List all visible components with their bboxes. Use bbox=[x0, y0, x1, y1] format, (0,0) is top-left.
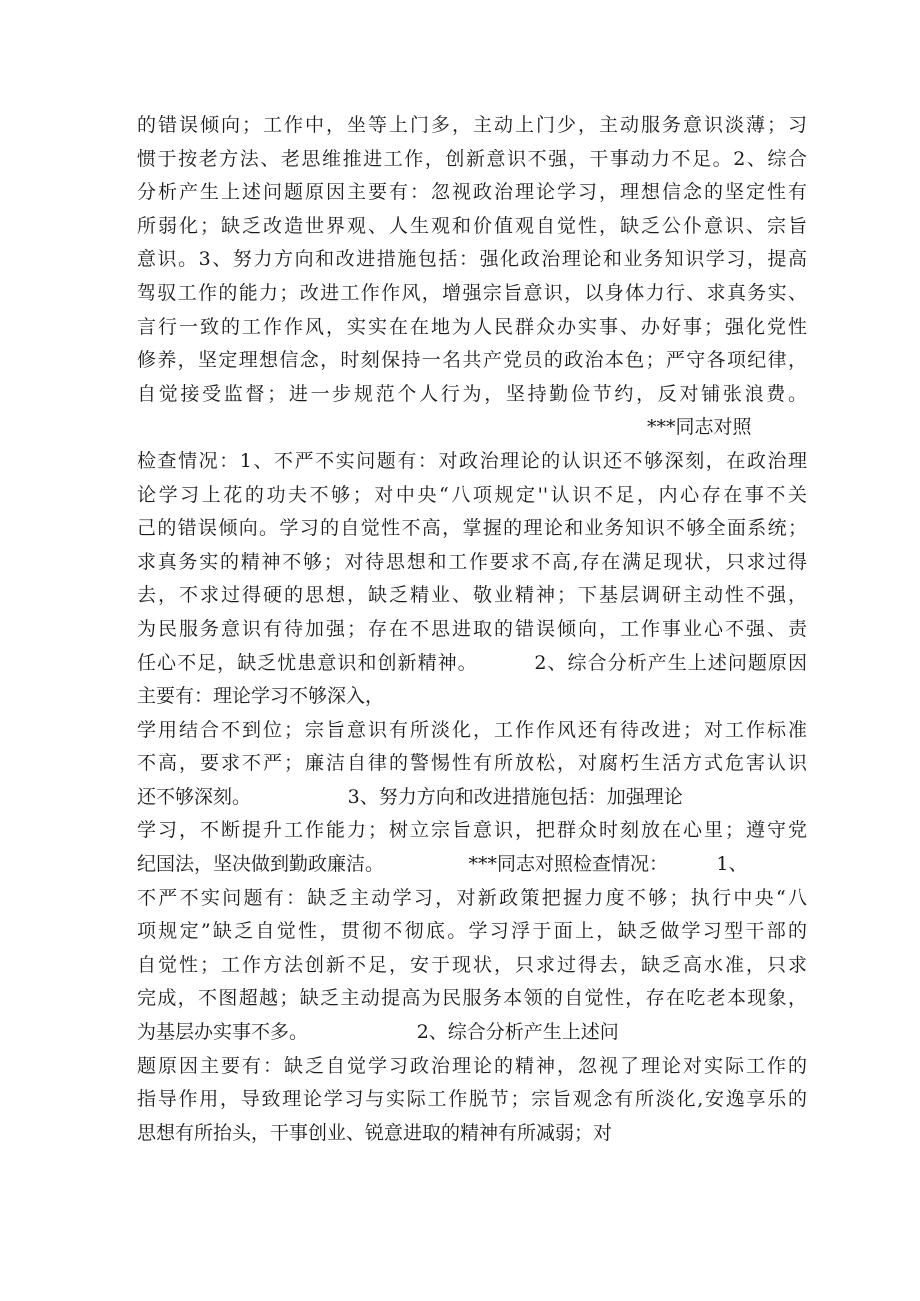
text-line: 所弱化；缺乏改造世界观、人生观和价值观自觉性，缺乏公仆意识、宗旨 bbox=[137, 214, 807, 237]
text-line: 自觉性；工作方法创新不足，安于现状，只求过得去，缺乏高水准，只求 bbox=[137, 953, 807, 976]
text-line: 意识。3、努力方向和改进措施包括：强化政治理论和业务知识学习，提高 bbox=[137, 248, 807, 271]
text-line: 指导作用，导致理论学习与实际工作脱节；宗旨观念有所淡化,安逸享乐的 bbox=[137, 1088, 807, 1111]
text-line: 自觉接受监督；进一步规范个人行为，坚持勤俭节约，反对铺张浪费。 bbox=[137, 382, 807, 405]
text-line: 惯于按老方法、老思维推进工作，创新意识不强，干事动力不足。2、综合 bbox=[137, 147, 807, 170]
text-line: 去，不求过得硬的思想，缺乏精业、敬业精神；下基层调研主动性不强， bbox=[137, 584, 807, 607]
text-line: 不高，要求不严；廉洁自律的警惕性有所放松，对腐朽生活方式危害认识 bbox=[137, 752, 807, 775]
text-line: 为民服务意识有待加强；存在不思进取的错误倾向，工作事业心不强、责 bbox=[137, 617, 807, 640]
text-line: 学用结合不到位；宗旨意识有所淡化，工作作风还有待改进；对工作标准 bbox=[137, 718, 807, 741]
text-line: 求真务实的精神不够；对待思想和工作要求不高,存在满足现状，只求过得 bbox=[137, 550, 807, 573]
text-line: 学习，不断提升工作能力；树立宗旨意识，把群众时刻放在心里；遵守党 bbox=[137, 819, 807, 842]
text-line: 题原因主要有：缺乏自觉学习政治理论的精神，忽视了理论对实际工作的 bbox=[137, 1054, 807, 1077]
text-line: 完成，不图超越；缺乏主动提高为民服务本领的自觉性，存在吃老本现象， bbox=[137, 987, 807, 1010]
text-line: 项规定”缺乏自觉性，贯彻不彻底。学习浮于面上，缺乏做学习型干部的 bbox=[137, 920, 807, 943]
document-body bbox=[137, 109, 807, 1150]
text-line: 任心不足，缺乏忧患意识和创新精神。 2、综合分析产生上述问题原因 bbox=[137, 651, 807, 674]
text-line: 分析产生上述问题原因主要有：忽视政治理论学习，理想信念的坚定性有 bbox=[137, 181, 807, 204]
text-line: 纪国法，坚决做到勤政廉洁。 ***同志对照检查情况： 1、 bbox=[137, 853, 748, 876]
text-line: 论学习上花的功夫不够；对中央“八项规定''认识不足，内心存在事不关 bbox=[137, 483, 807, 506]
section-heading: ***同志对照 bbox=[647, 416, 752, 439]
text-line: 检查情况：1、不严不实问题有：对政治理论的认识还不够深刻，在政治理 bbox=[137, 449, 807, 472]
text-line: 思想有所抬头，干事创业、锐意进取的精神有所减弱；对 bbox=[137, 1121, 613, 1144]
text-line: 主要有：理论学习不够深入， bbox=[137, 685, 385, 708]
text-line: 修养，坚定理想信念，时刻保持一名共产党员的政治本色；严守各项纪律， bbox=[137, 349, 807, 372]
text-line: 己的错误倾向。学习的自觉性不高，掌握的理论和业务知识不够全面系统； bbox=[137, 517, 807, 540]
text-line: 不严不实问题有：缺乏主动学习，对新政策把握力度不够；执行中央“八 bbox=[137, 886, 807, 909]
text-line: 还不够深刻。 3、努力方向和改进措施包括：加强理论 bbox=[137, 785, 683, 808]
text-line: 驾驭工作的能力；改进工作作风，增强宗旨意识，以身体力行、求真务实、 bbox=[137, 281, 807, 304]
text-line: 言行一致的工作作风，实实在在地为人民群众办实事、办好事；强化党性 bbox=[137, 315, 807, 338]
text-line: 的错误倾向；工作中，坐等上门多，主动上门少，主动服务意识淡薄；习 bbox=[137, 114, 807, 136]
text-line: 为基层办实事不多。 2、综合分析产生上述问 bbox=[137, 1021, 619, 1044]
